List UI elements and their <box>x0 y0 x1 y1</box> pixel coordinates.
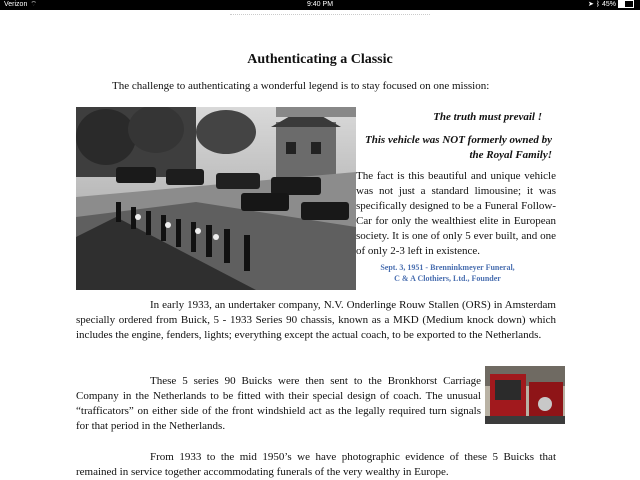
photo-caption <box>355 262 540 284</box>
history-paragraph-1: In early 1933, an undertaker company, N.V. Onderlinge Rouw Stallen (ORS) in Amsterdam specially ordered from Buick, 5 - 1933 Series 90 chassis, known as a MKD (Medium knock down) which includes the engine, fenders, lights; everything except the actual coach, to be exported to the Netherlands. <box>76 299 556 341</box>
battery-status <box>588 0 634 10</box>
history-paragraph-3: From 1933 to the mid 1950’s we have photographic evidence of these 5 Buicks that remained in service together accommodating funerals of the very wealthy in Europe. <box>76 451 556 478</box>
battery-percent: 45% <box>601 1 616 8</box>
bluetooth-icon: ᛒ <box>595 1 601 8</box>
fact-paragraph: The fact is this beautiful and unique vehicle was not just a standard limousine; it was specifically designed to be a Funeral Follow-Car for only the wealthiest elite in European society. It is one of only 5 ever built, and one of only 2-3 left in existence. <box>356 170 556 257</box>
cut-off-header-text <box>230 10 430 15</box>
carrier-label: Verizon ⌔ <box>4 1 37 8</box>
not-royal-statement: This vehicle was NOT formerly owned by the Royal Family! <box>365 134 552 161</box>
intro-text: The challenge to authenticating a wonderful legend is to stay focused on one mission: <box>112 80 490 92</box>
wifi-icon: ⌔ <box>30 1 37 8</box>
battery-icon <box>618 0 634 8</box>
caption-line-1: Sept. 3, 1951 - Brenninkmeyer Funeral, <box>380 263 515 272</box>
trafficator-photo <box>485 366 565 424</box>
funeral-procession-photo <box>76 107 356 290</box>
highlight-column <box>356 104 556 259</box>
page-title: Authenticating a Classic <box>247 52 393 67</box>
caption-line-2: C & A Clothiers, Ltd., Founder <box>394 274 501 283</box>
truth-statement: The truth must prevail ! <box>433 111 542 123</box>
location-icon: ➤ <box>588 1 594 8</box>
status-bar <box>0 0 640 10</box>
clock: 9:40 PM <box>306 1 334 8</box>
history-paragraph-2: These 5 series 90 Buicks were then sent to the Bronkhorst Carriage Company in the Netherlands to be fitted with their special design of coach. The unusual “trafficators” on either side of the front windshield act as the legally required turn signals for that period in the Netherlands. <box>76 375 481 432</box>
